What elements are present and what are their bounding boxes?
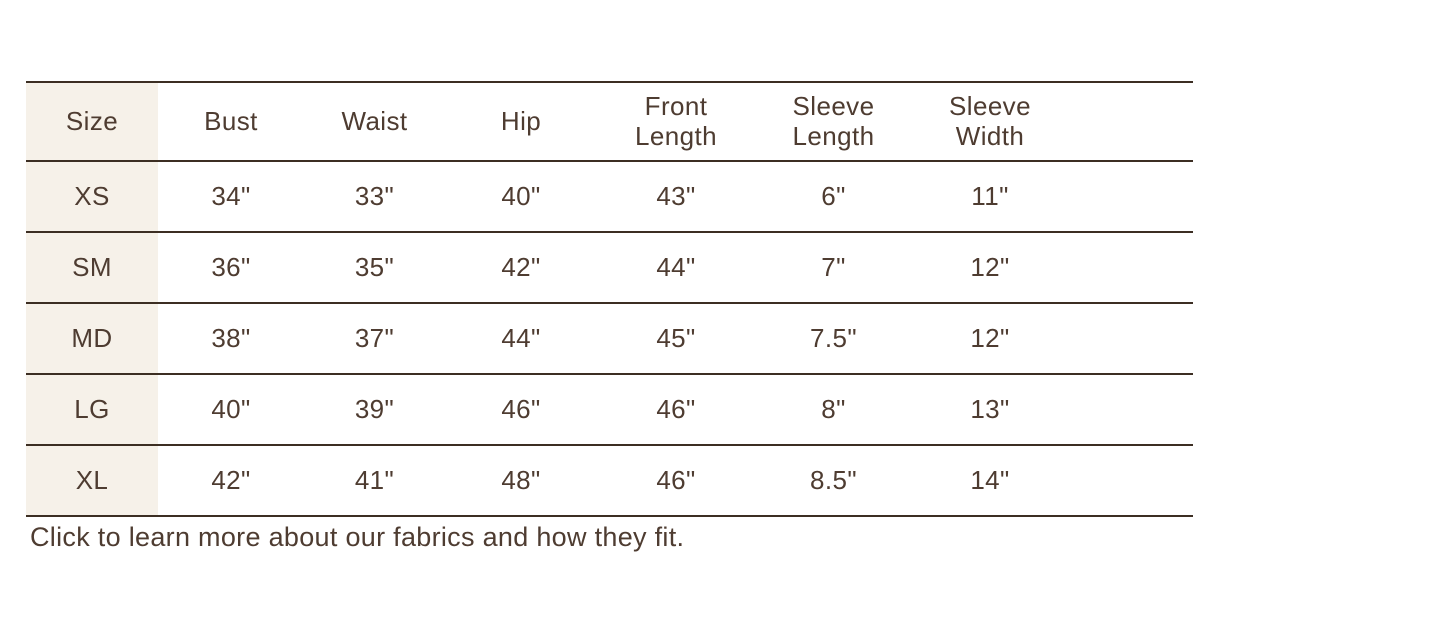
front-length-cell: 44"	[656, 252, 696, 282]
sleeve-length-cell: 8.5"	[810, 465, 857, 495]
waist-cell: 37"	[354, 323, 395, 353]
front-length-cell: 45"	[656, 323, 696, 353]
sleeve-width-cell: 11"	[971, 181, 1009, 211]
filler-cell	[1068, 374, 1193, 445]
column-header-hip: Hip	[500, 106, 542, 136]
filler-cell	[1068, 232, 1193, 303]
table-row-sm	[26, 232, 1193, 303]
filler-cell	[1068, 303, 1193, 374]
hip-cell: 42"	[501, 252, 541, 282]
filler-cell	[1068, 445, 1193, 516]
size-cell: SM	[26, 232, 158, 303]
table-row-md	[26, 303, 1193, 374]
waist-cell: 35"	[354, 252, 395, 282]
table-row-xs	[26, 161, 1193, 232]
hip-cell: 48"	[501, 465, 541, 495]
front-length-cell: 43"	[656, 181, 696, 211]
waist-cell: 39"	[354, 394, 395, 424]
sleeve-width-cell: 14"	[970, 465, 1010, 495]
sleeve-length-cell: 6"	[821, 181, 846, 211]
sleeve-length-cell: 8"	[821, 394, 846, 424]
column-header-waist: Waist	[341, 106, 408, 136]
size-cell: MD	[26, 303, 158, 374]
header-row	[26, 82, 1193, 161]
size-cell: LG	[26, 374, 158, 445]
bust-cell: 34"	[211, 181, 251, 211]
front-length-cell: 46"	[656, 465, 696, 495]
front-length-cell: 46"	[656, 394, 696, 424]
size-cell: XL	[26, 445, 158, 516]
table-row-lg	[26, 374, 1193, 445]
size-chart	[26, 81, 1193, 517]
waist-cell: 41"	[354, 465, 395, 495]
column-header-bust: Bust	[204, 106, 258, 136]
hip-cell: 44"	[501, 323, 541, 353]
bust-cell: 36"	[211, 252, 251, 282]
hip-cell: 46"	[501, 394, 541, 424]
sleeve-width-cell: 13"	[970, 394, 1010, 424]
column-header-size: Size	[26, 82, 158, 161]
hip-cell: 40"	[501, 181, 541, 211]
fabrics-info-link[interactable]: Click to learn more about our fabrics and how they fit.	[30, 522, 685, 552]
bust-cell: 40"	[211, 394, 251, 424]
sleeve-length-cell: 7.5"	[810, 323, 857, 353]
size-cell: XS	[26, 161, 158, 232]
size-chart-table	[26, 81, 1193, 517]
sleeve-width-cell: 12"	[970, 252, 1010, 282]
column-header-sleeve-width: Sleeve Width	[949, 90, 1031, 152]
bust-cell: 42"	[211, 465, 251, 495]
column-header-front-length: Front Length	[635, 90, 717, 152]
filler-cell	[1068, 161, 1193, 232]
column-header-sleeve-length: Sleeve Length	[792, 90, 875, 152]
sleeve-length-cell: 7"	[821, 252, 846, 282]
sleeve-width-cell: 12"	[970, 323, 1010, 353]
bust-cell: 38"	[211, 323, 251, 353]
waist-cell: 33"	[354, 181, 395, 211]
header-filler-cell	[1068, 82, 1193, 161]
table-row-xl	[26, 445, 1193, 516]
